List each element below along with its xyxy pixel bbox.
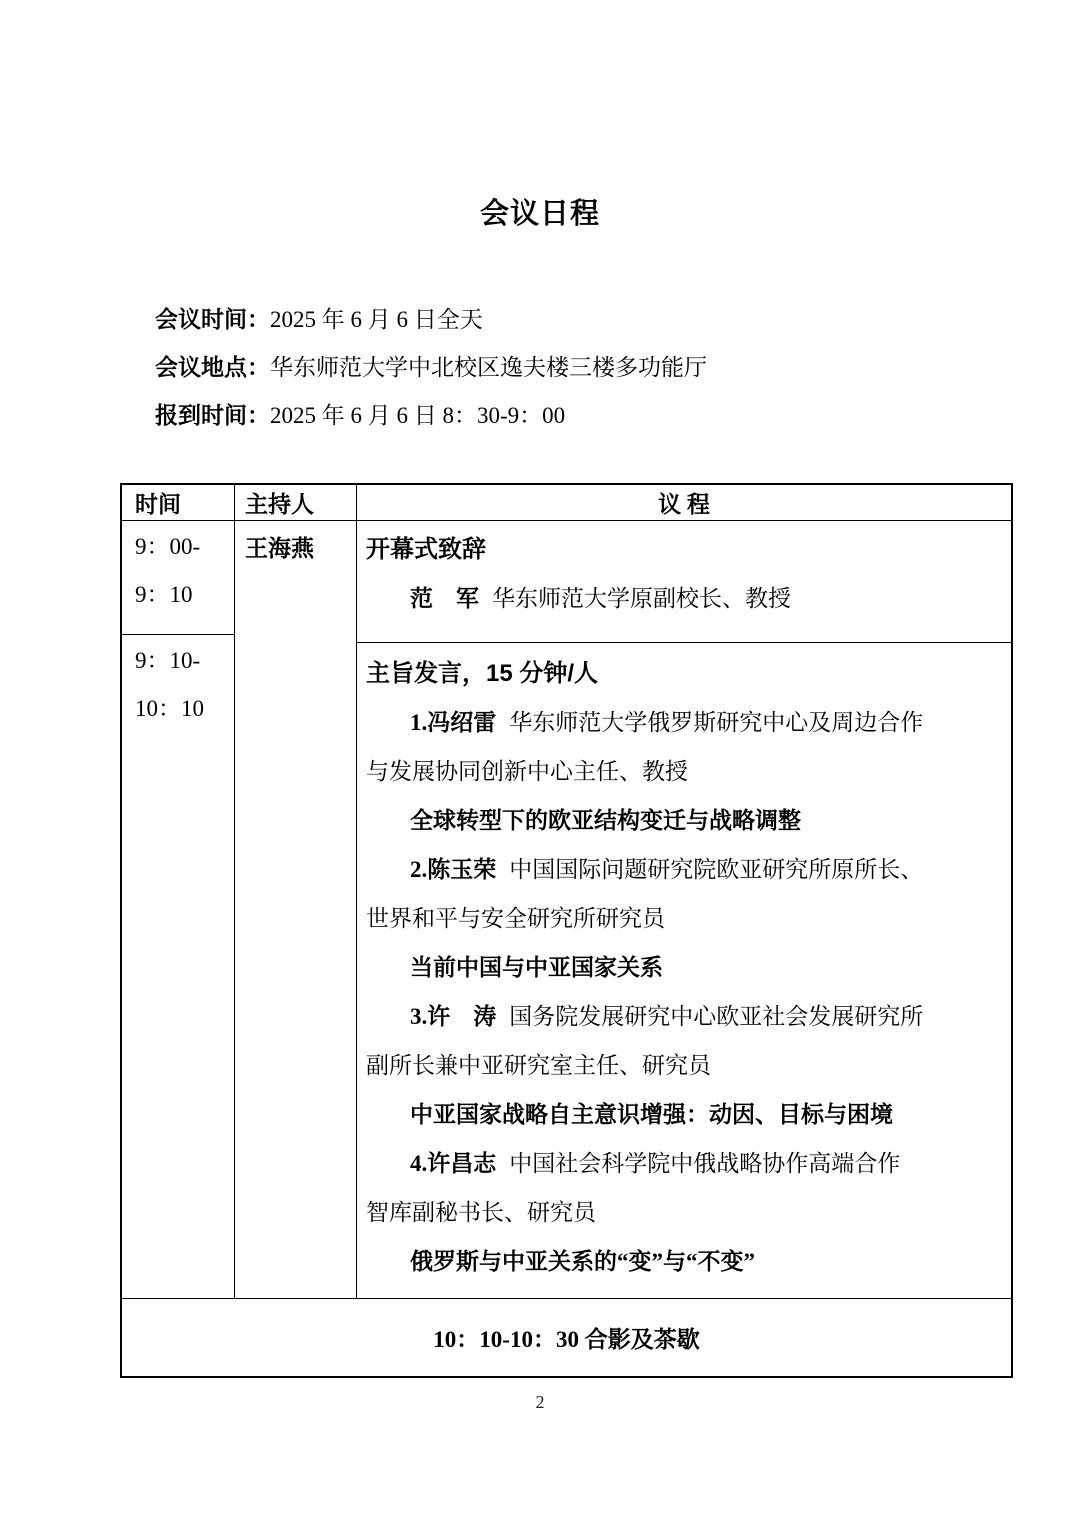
table-header-row	[122, 485, 1011, 521]
speaker-name: 4.许昌志	[410, 1151, 497, 1176]
info-label: 会议时间：	[155, 307, 270, 332]
table-body	[122, 521, 1011, 1298]
host-column	[235, 521, 357, 1298]
time-text: 9：10-	[135, 648, 201, 673]
time-text: 9：10	[135, 582, 193, 607]
agenda-continuation-line: 与发展协同创新中心主任、教授	[366, 759, 688, 784]
speaker-name: 2.陈玉荣	[410, 857, 497, 882]
agenda-speaker-line	[366, 845, 1001, 894]
table-footer-break-row: 10：10-10：30 合影及茶歇	[122, 1298, 1011, 1376]
page-title: 会议日程	[479, 198, 600, 230]
agenda-column	[357, 521, 1011, 1298]
info-line-meeting-place	[155, 344, 1080, 392]
speaker-name: 3.许 涛	[410, 1004, 497, 1029]
agenda-cell-session2	[357, 643, 1011, 1298]
info-label: 报到时间：	[155, 403, 270, 428]
talk-title: 中亚国家战略自主意识增强：动因、目标与困境	[410, 1102, 893, 1127]
time-text: 10：10	[135, 696, 204, 721]
speaker-affiliation: 华东师范大学原副校长、教授	[492, 586, 791, 611]
agenda-speaker-line	[366, 992, 1001, 1041]
time-cell-session2	[122, 635, 234, 733]
info-value: 华东师范大学中北校区逸夫楼三楼多功能厅	[270, 355, 707, 380]
speaker-affiliation: 中国社会科学院中俄战略协作高端合作	[509, 1151, 901, 1176]
speaker-affiliation: 华东师范大学俄罗斯研究中心及周边合作	[509, 710, 924, 735]
talk-title: 俄罗斯与中亚关系的“变”与“不变”	[410, 1249, 755, 1274]
header-cell-time: 时间	[122, 485, 235, 520]
info-line-meeting-time	[155, 296, 1080, 344]
page-number: 2	[535, 1392, 545, 1412]
agenda-speaker-line	[366, 698, 1001, 747]
speaker-name: 1.冯绍雷	[410, 710, 497, 735]
info-line-checkin-time	[155, 392, 1080, 440]
speaker-affiliation: 国务院发展研究中心欧亚社会发展研究所	[509, 1004, 924, 1029]
host-cell: 王海燕	[245, 536, 314, 561]
speaker-name: 范 军	[410, 586, 479, 611]
agenda-speaker-line	[366, 1139, 1001, 1188]
header-cell-agenda: 议 程	[658, 492, 710, 517]
agenda-cell-session1	[357, 521, 1011, 643]
agenda-heading: 主旨发言，15 分钟/人	[366, 660, 599, 687]
agenda-heading: 开幕式致辞	[366, 536, 486, 563]
time-cell-session1	[122, 521, 234, 635]
talk-title: 全球转型下的欧亚结构变迁与战略调整	[410, 808, 801, 833]
agenda-continuation-line: 副所长兼中亚研究室主任、研究员	[366, 1053, 711, 1078]
info-label: 会议地点：	[155, 355, 270, 380]
speaker-affiliation: 中国国际问题研究院欧亚研究所原所长、	[509, 857, 924, 882]
header-cell-host: 主持人	[235, 485, 357, 520]
agenda-speaker-line	[366, 574, 1001, 623]
talk-title: 当前中国与中亚国家关系	[410, 955, 663, 980]
info-value: 2025 年 6 月 6 日全天	[270, 307, 483, 332]
time-column	[122, 521, 235, 1298]
time-text: 9：00-	[135, 534, 201, 559]
agenda-table	[120, 483, 1013, 1378]
meeting-info-block	[155, 296, 1080, 440]
agenda-continuation-line: 世界和平与安全研究所研究员	[366, 906, 665, 931]
agenda-continuation-line: 智库副秘书长、研究员	[366, 1200, 596, 1225]
info-value: 2025 年 6 月 6 日 8：30-9：00	[270, 403, 566, 428]
